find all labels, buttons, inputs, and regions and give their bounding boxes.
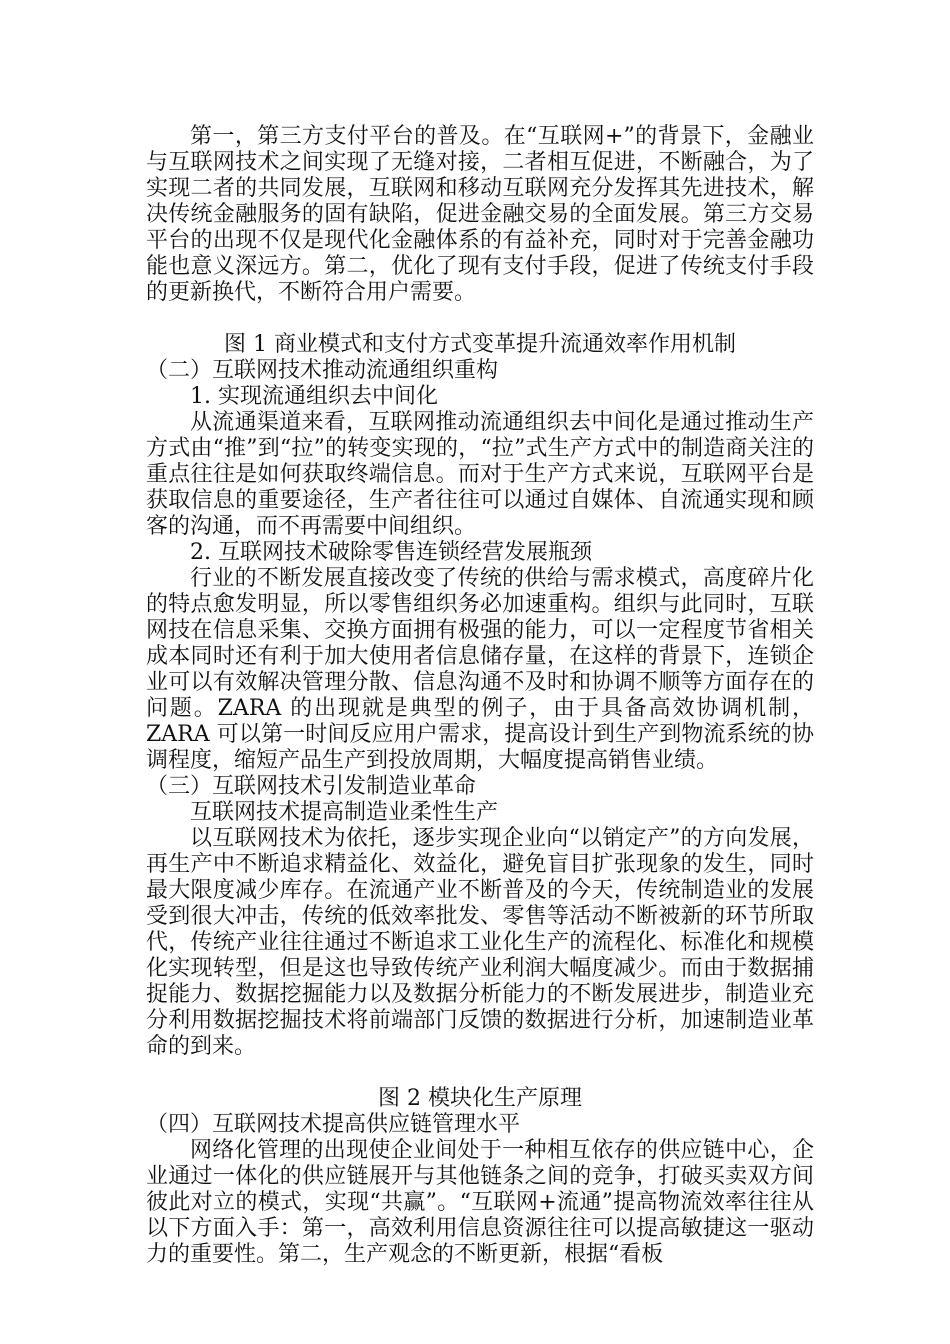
section-heading-4: （四）互联网技术提高供应链管理水平 — [146, 1112, 521, 1137]
section-heading-2: （二）互联网技术推动流通组织重构 — [146, 358, 499, 383]
paragraph-retail-chain: 行业的不断发展直接改变了传统的供给与需求模式，高度碎片化的特点愈发明显，所以零售组织务必加速重构。组织与此同时，互联网技在信息采集、交换方面拥有极强的能力，可以一定程度节省相关成本同时还有利于加大使用者信息储存量，在这样的背景下，连锁企业可以有效解决管理分散、信息沟通不及时和协调不顺等方面存在的问题。ZARA 的出现就是典型的例子，由于具备高效协调机制，ZARA 可以第一时间反应用户需求，提高设计到生产到物流系统的协调程度，缩短产品生产到投放周期，大幅度提高销售业绩。 — [146, 566, 814, 773]
paragraph-flexible-production: 以互联网技术为依托，逐步实现企业向“以销定产”的方向发展，再生产中不断追求精益化、效益化，避免盲目扩张现象的发生，同时最大限度减少库存。在流通产业不断普及的今天，传统制造业的发展受到很大冲击，传统的低效率批发、零售等活动不断被新的环节所取代，传统产业往往通过不断追求工业化生产的流程化、标准化和规模化实现转型，但是这也导致传统产业利润大幅度减少。而由于数据捕捉能力、数据挖掘能力以及数据分析能力的不断发展进步，制造业充分利用数据挖掘技术将前端部门反馈的数据进行分析，加速制造业革命的到来。 — [146, 826, 814, 1059]
figure-1-caption: 图 1 商业模式和支付方式变革提升流通效率作用机制 — [224, 332, 736, 357]
subsection-heading-3: 互联网技术提高制造业柔性生产 — [190, 800, 499, 825]
figure-2-caption: 图 2 模块化生产原理 — [378, 1086, 582, 1111]
paragraph-disintermediation: 从流通渠道来看，互联网推动流通组织去中间化是通过推动生产方式由“推”到“拉”的转变实现的，“拉”式生产方式中的制造商关注的重点往往是如何获取终端信息。而对于生产方式来说，互联网平台是获取信息的重要途径，生产者往往可以通过自媒体、自流通实现和顾客的沟通，而不再需要中间组织。 — [146, 410, 814, 539]
document-page — [146, 124, 814, 1268]
subsection-heading-2: 2. 互联网技术破除零售连锁经营发展瓶颈 — [190, 540, 592, 565]
section-heading-3: （三）互联网技术引发制造业革命 — [146, 774, 477, 799]
paragraph-supply-chain: 网络化管理的出现使企业间处于一种相互依存的供应链中心，企业通过一体化的供应链展开与其他链条之间的竞争，打破买卖双方间彼此对立的模式，实现“共赢”。“互联网+流通”提高物流效率往往从以下方面入手：第一，高效利用信息资源往往可以提高敏捷这一驱动力的重要性。第二，生产观念的不断更新，根据“看板 — [146, 1138, 814, 1267]
subsection-heading-1: 1. 实现流通组织去中间化 — [190, 384, 438, 409]
paragraph-third-party-payment: 第一，第三方支付平台的普及。在“互联网+”的背景下，金融业与互联网技术之间实现了无缝对接，二者相互促进，不断融合，为了实现二者的共同发展，互联网和移动互联网充分发挥其先进技术，解决传统金融服务的固有缺陷，促进金融交易的全面发展。第三方交易平台的出现不仅是现代化金融体系的有益补充，同时对于完善金融功能也意义深远方。第二，优化了现有支付手段，促进了传统支付手段的更新换代，不断符合用户需要。 — [146, 124, 814, 305]
